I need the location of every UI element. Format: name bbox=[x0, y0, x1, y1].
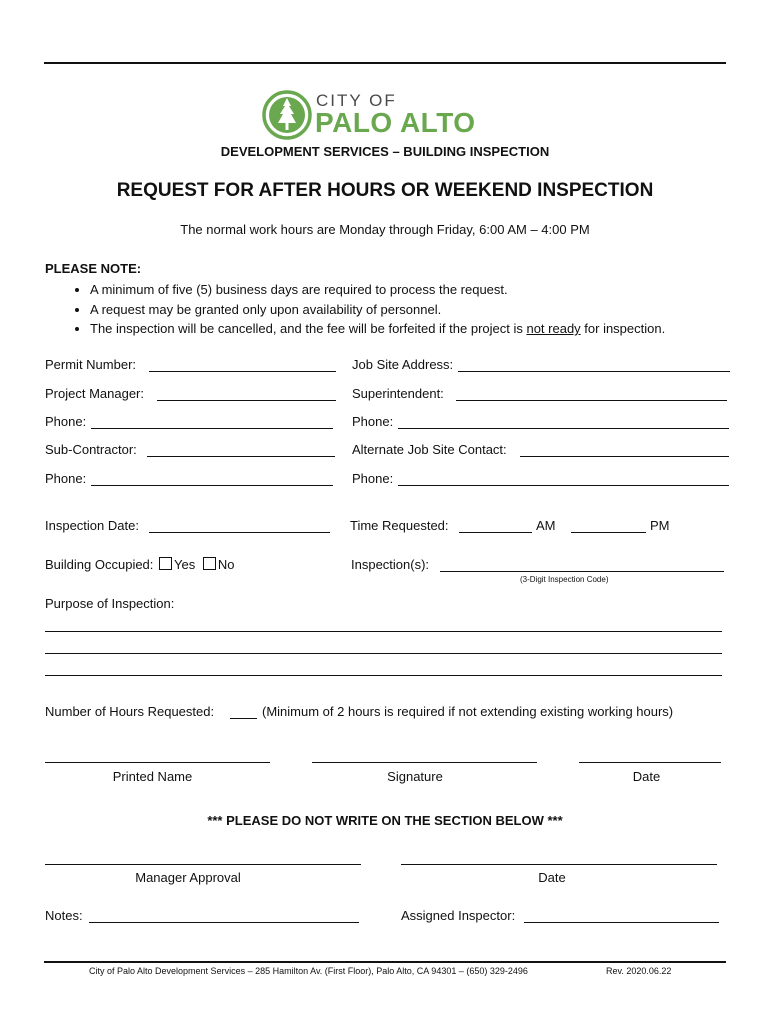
am-label: AM bbox=[536, 518, 556, 533]
manager-approval-caption: Manager Approval bbox=[135, 870, 241, 885]
notes-label: Notes: bbox=[45, 908, 83, 923]
permit-number-field[interactable] bbox=[149, 371, 336, 372]
page-title: REQUEST FOR AFTER HOURS OR WEEKEND INSPECTION bbox=[116, 180, 654, 201]
building-occupied-row bbox=[45, 557, 235, 572]
date-caption: Date bbox=[632, 769, 661, 784]
alternate-contact-label: Alternate Job Site Contact: bbox=[352, 442, 507, 457]
date-line[interactable] bbox=[579, 762, 721, 763]
notes-list bbox=[66, 280, 665, 339]
project-manager-label: Project Manager: bbox=[45, 386, 144, 401]
inspections-label: Inspection(s): bbox=[351, 557, 430, 572]
assigned-inspector-label: Assigned Inspector: bbox=[401, 908, 516, 923]
yes-label: Yes bbox=[174, 557, 196, 572]
time-pm-field[interactable] bbox=[571, 532, 646, 533]
approval-date-line[interactable] bbox=[401, 864, 717, 865]
alt-phone-field[interactable] bbox=[398, 485, 729, 486]
purpose-line-2[interactable] bbox=[45, 653, 722, 654]
tree-seal-icon bbox=[262, 90, 312, 140]
note-text: The inspection will be cancelled, and the fee will be forfeited if the project is bbox=[90, 321, 527, 336]
purpose-label: Purpose of Inspection: bbox=[45, 596, 175, 611]
purpose-line-3[interactable] bbox=[45, 675, 722, 676]
hours-requested-note: (Minimum of 2 hours is required if not extending existing working hours) bbox=[262, 704, 674, 719]
inspection-date-label: Inspection Date: bbox=[45, 518, 139, 533]
printed-name-line[interactable] bbox=[45, 762, 270, 763]
super-phone-field[interactable] bbox=[398, 428, 729, 429]
alternate-contact-field[interactable] bbox=[520, 456, 729, 457]
super-phone-label: Phone: bbox=[352, 414, 394, 429]
signature-caption: Signature bbox=[387, 769, 443, 784]
sub-phone-label: Phone: bbox=[45, 471, 87, 486]
building-occupied-label: Building Occupied: bbox=[45, 557, 154, 572]
job-site-address-field[interactable] bbox=[458, 371, 730, 372]
footer-revision: Rev. 2020.06.22 bbox=[606, 966, 672, 976]
pm-phone-label: Phone: bbox=[45, 414, 87, 429]
please-note-heading: PLEASE NOTE: bbox=[45, 261, 142, 276]
alt-phone-label: Phone: bbox=[352, 471, 394, 486]
logo-palo-alto: PALO ALTO bbox=[315, 107, 476, 138]
department-heading: DEVELOPMENT SERVICES – BUILDING INSPECTION bbox=[220, 144, 550, 159]
work-hours-note: The normal work hours are Monday through Friday, 6:00 AM – 4:00 PM bbox=[180, 222, 590, 237]
time-requested-label: Time Requested: bbox=[350, 518, 449, 533]
project-manager-field[interactable] bbox=[157, 400, 336, 401]
job-site-address-label: Job Site Address: bbox=[352, 357, 454, 372]
purpose-line-1[interactable] bbox=[45, 631, 722, 632]
note-item bbox=[90, 319, 665, 339]
no-label: No bbox=[217, 557, 235, 572]
inspection-date-field[interactable] bbox=[149, 532, 330, 533]
inspection-code-hint: (3-Digit Inspection Code) bbox=[520, 575, 609, 584]
hours-requested-field[interactable] bbox=[230, 718, 257, 719]
assigned-inspector-field[interactable] bbox=[524, 922, 719, 923]
sub-contractor-label: Sub-Contractor: bbox=[45, 442, 137, 457]
notes-field[interactable] bbox=[89, 922, 359, 923]
do-not-write-warning: *** PLEASE DO NOT WRITE ON THE SECTION BELOW *** bbox=[207, 813, 563, 828]
pm-label: PM bbox=[650, 518, 670, 533]
time-am-field[interactable] bbox=[459, 532, 532, 533]
inspections-field[interactable] bbox=[440, 571, 724, 572]
note-item: • A minimum of five (5) business days are required to process the request. bbox=[90, 280, 665, 300]
logo-city-of: CITY OF bbox=[316, 91, 397, 110]
no-checkbox[interactable] bbox=[203, 557, 216, 570]
yes-checkbox[interactable] bbox=[159, 557, 172, 570]
approval-date-caption: Date bbox=[538, 870, 566, 885]
manager-approval-line[interactable] bbox=[45, 864, 361, 865]
city-logo bbox=[262, 89, 512, 143]
top-rule bbox=[44, 62, 726, 64]
superintendent-label: Superintendent: bbox=[352, 386, 444, 401]
printed-name-caption: Printed Name bbox=[112, 769, 193, 784]
note-text: for inspection. bbox=[580, 321, 666, 336]
permit-number-label: Permit Number: bbox=[45, 357, 137, 372]
sub-phone-field[interactable] bbox=[91, 485, 333, 486]
hours-requested-label: Number of Hours Requested: bbox=[45, 704, 215, 719]
note-emphasis: not ready bbox=[526, 321, 581, 336]
signature-line[interactable] bbox=[312, 762, 537, 763]
sub-contractor-field[interactable] bbox=[147, 456, 335, 457]
note-item: • A request may be granted only upon availability of personnel. bbox=[90, 300, 665, 320]
footer-rule bbox=[44, 961, 726, 963]
footer-address: City of Palo Alto Development Services – 285 Hamilton Av. (First Floor), Palo Alto, CA 94301 – (650) 329-2496 bbox=[89, 966, 528, 976]
superintendent-field[interactable] bbox=[456, 400, 727, 401]
pm-phone-field[interactable] bbox=[91, 428, 333, 429]
